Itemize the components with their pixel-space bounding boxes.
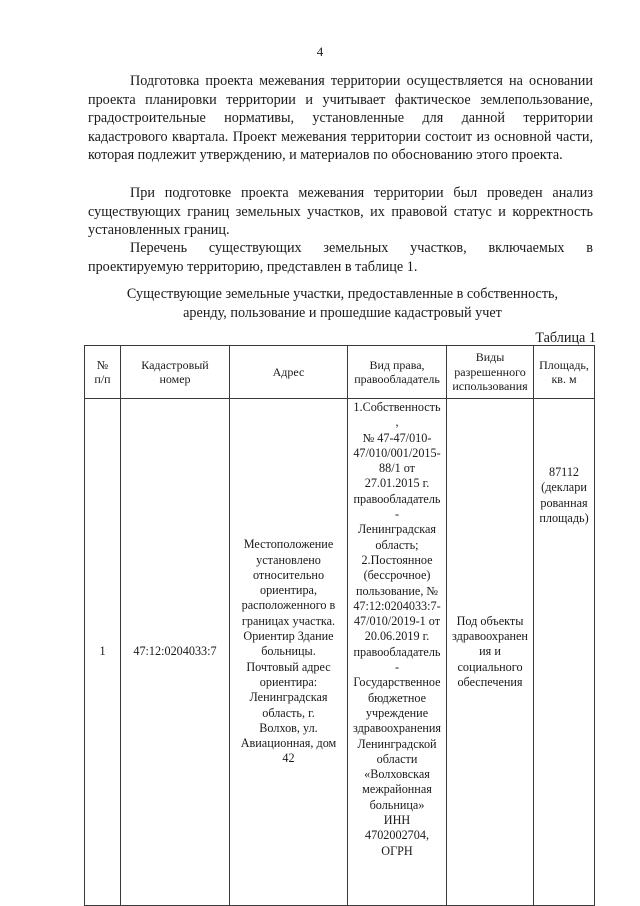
paragraph-text: Подготовка проекта межевания территории осуществляется на основании проекта планировки территории и учитывает фактическое землепользование, градостроительные нормативы, установленные для данной территории кадастрового квартала. Проект межевания территории состоит из основной части, которая подлежит утверждению, и материалов по обоснованию этого проекта.: [88, 73, 593, 164]
column-header-address: Адрес: [230, 346, 348, 399]
column-header-area: Площадь, кв. м: [534, 346, 595, 399]
table-heading: Существующие земельные участки, предоставленные в собственность, аренду, пользование и прошедшие кадастровый учет: [126, 286, 559, 321]
cell-address: Местоположение установлено относительно ориентира, расположенного в границах участка. Ориентир Здание больницы. Почтовый адрес ориентира: Ленинградская область, г. Волхов, ул. Авиационная, дом 42: [230, 399, 348, 906]
table-row: [85, 399, 595, 906]
cell-area: 87112 (деклари рованная площадь): [534, 399, 595, 906]
paragraph-text: При подготовке проекта межевания территории был проведен анализ существующих границ земельных участков, их правовой статус и корректность установленных границ.: [88, 185, 593, 239]
cell-cadastral-number: 47:12:0204033:7: [121, 399, 230, 906]
cell-right-holder: 1.Собственность , № 47-47/010- 47/010/001/2015- 88/1 от 27.01.2015 г. правообладатель - Ленинградская область; 2.Постоянное (бессрочное) пользование, № 47:12:0204033:7- 47/010/2019-1 от 20.06.2019 г. правообладатель - Государственное бюджетное учреждение здравоохранения Ленинградской области «Волховская межрайонная больница» ИНН 4702002704, ОГРН: [348, 399, 447, 906]
column-header-permitted-use: Виды разрешенного использования: [447, 346, 534, 399]
paragraph-text: Перечень существующих земельных участков, включаемых в проектируемую территорию, представлен в таблице 1.: [88, 240, 593, 275]
cell-permitted-use: Под объекты здравоохранен ия и социального обеспечения: [447, 399, 534, 906]
paragraph-list-reference: [88, 239, 593, 276]
column-header-cadastral-number: Кадастровый номер: [121, 346, 230, 399]
page-number: 4: [316, 44, 324, 59]
land-plots-table: [84, 345, 595, 906]
table-header-row: [85, 346, 595, 399]
paragraph-analysis: [88, 184, 593, 240]
table-caption: Таблица 1: [535, 330, 596, 346]
column-header-number: № п/п: [85, 346, 121, 399]
paragraph-intro: [88, 72, 593, 165]
cell-number: 1: [85, 399, 121, 906]
column-header-right-holder: Вид права, правообладатель: [348, 346, 447, 399]
